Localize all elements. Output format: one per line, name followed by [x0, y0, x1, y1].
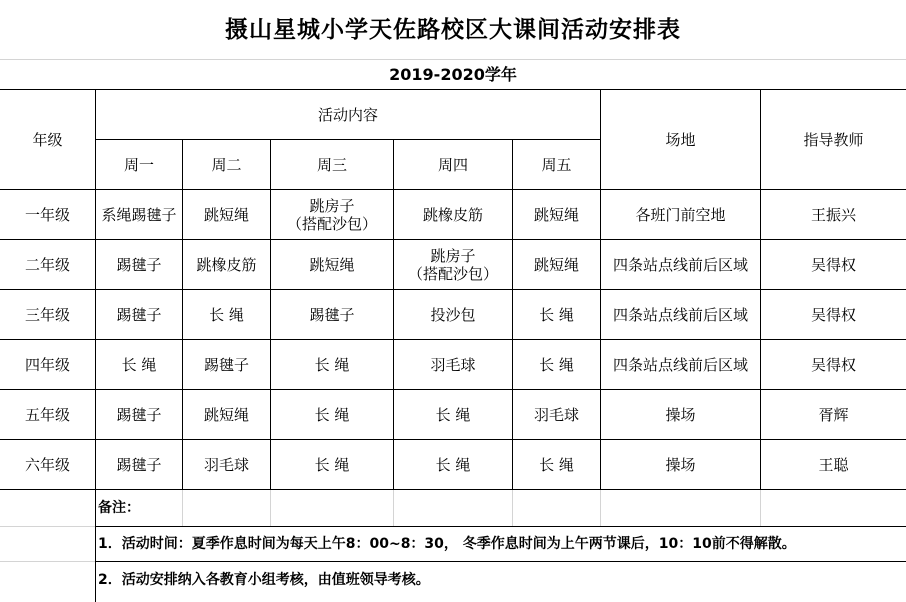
venue-cell: 操场 [665, 405, 696, 424]
header-friday: 周五 [541, 155, 572, 174]
activity-cell: 长 绳 [435, 455, 471, 474]
grade-cell: 二年级 [24, 255, 70, 274]
header-wednesday: 周三 [316, 155, 347, 174]
grade-cell: 五年级 [24, 405, 70, 424]
activity-cell: 跳房子 （搭配沙包） [407, 246, 498, 283]
page-title: 摄山星城小学天佐路校区大课间活动安排表 [225, 16, 681, 43]
gridline [393, 490, 394, 526]
venue-cell: 操场 [665, 455, 696, 474]
teacher-cell: 吴得权 [810, 355, 856, 374]
activity-cell: 跳短绳 [533, 205, 579, 224]
teacher-cell: 王振兴 [810, 205, 856, 224]
header-venue: 场地 [665, 130, 696, 149]
notes-label: 备注： [98, 500, 140, 516]
header-activity: 活动内容 [317, 105, 378, 124]
activity-cell: 投沙包 [430, 305, 476, 324]
activity-cell: 羽毛球 [533, 405, 579, 424]
activity-cell: 长 绳 [539, 355, 574, 374]
activity-cell: 踢毽子 [203, 355, 249, 374]
gridline [270, 490, 271, 526]
activity-cell: 踢毽子 [116, 455, 162, 474]
header-tuesday: 周二 [211, 155, 242, 174]
header-teacher: 指导教师 [803, 130, 864, 149]
header-monday: 周一 [123, 155, 154, 174]
activity-cell: 跳短绳 [533, 255, 579, 274]
activity-cell: 踢毽子 [116, 305, 162, 324]
activity-cell: 羽毛球 [203, 455, 249, 474]
activity-cell: 跳橡皮筋 [196, 255, 257, 274]
activity-cell: 跳房子 （搭配沙包） [286, 196, 377, 233]
activity-cell: 系绳踢毽子 [101, 205, 177, 224]
teacher-cell: 吴得权 [810, 305, 856, 324]
activity-cell: 长 绳 [314, 405, 350, 424]
activity-cell: 长 绳 [539, 455, 574, 474]
grade-cell: 一年级 [24, 205, 70, 224]
header-grade: 年级 [32, 130, 63, 149]
activity-cell: 长 绳 [121, 355, 157, 374]
gridline [760, 490, 761, 526]
activity-cell: 长 绳 [314, 455, 350, 474]
activity-cell: 踢毽子 [309, 305, 355, 324]
activity-cell: 踢毽子 [116, 255, 162, 274]
activity-cell: 跳短绳 [203, 405, 249, 424]
note-item: 1．活动时间：夏季作息时间为每天上午8：00~8：30， 冬季作息时间为上午两节课后，10：10前不得解散。 [98, 536, 796, 552]
activity-cell: 长 绳 [314, 355, 350, 374]
activity-cell: 跳短绳 [203, 205, 249, 224]
activity-cell: 长 绳 [539, 305, 574, 324]
grade-cell: 六年级 [24, 455, 70, 474]
venue-cell: 四条站点线前后区域 [612, 305, 748, 324]
teacher-cell: 王聪 [818, 455, 849, 474]
venue-cell: 四条站点线前后区域 [612, 355, 748, 374]
venue-cell: 四条站点线前后区域 [612, 255, 748, 274]
note-item: 2．活动安排纳入各教育小组考核，由值班领导考核。 [98, 572, 430, 588]
header-thursday: 周四 [437, 155, 468, 174]
teacher-cell: 吴得权 [810, 255, 856, 274]
gridline [0, 526, 95, 527]
activity-cell: 长 绳 [209, 305, 244, 324]
school-year: 2019-2020学年 [389, 64, 517, 84]
gridline [512, 490, 513, 526]
venue-cell: 各班门前空地 [635, 205, 726, 224]
gridline [600, 490, 601, 526]
activity-cell: 跳短绳 [309, 255, 355, 274]
grade-cell: 三年级 [24, 305, 70, 324]
grade-cell: 四年级 [24, 355, 70, 374]
teacher-cell: 胥辉 [818, 405, 849, 424]
gridline [0, 561, 95, 562]
activity-cell: 长 绳 [435, 405, 471, 424]
activity-cell: 跳橡皮筋 [422, 205, 483, 224]
activity-cell: 羽毛球 [430, 355, 476, 374]
activity-cell: 踢毽子 [116, 405, 162, 424]
